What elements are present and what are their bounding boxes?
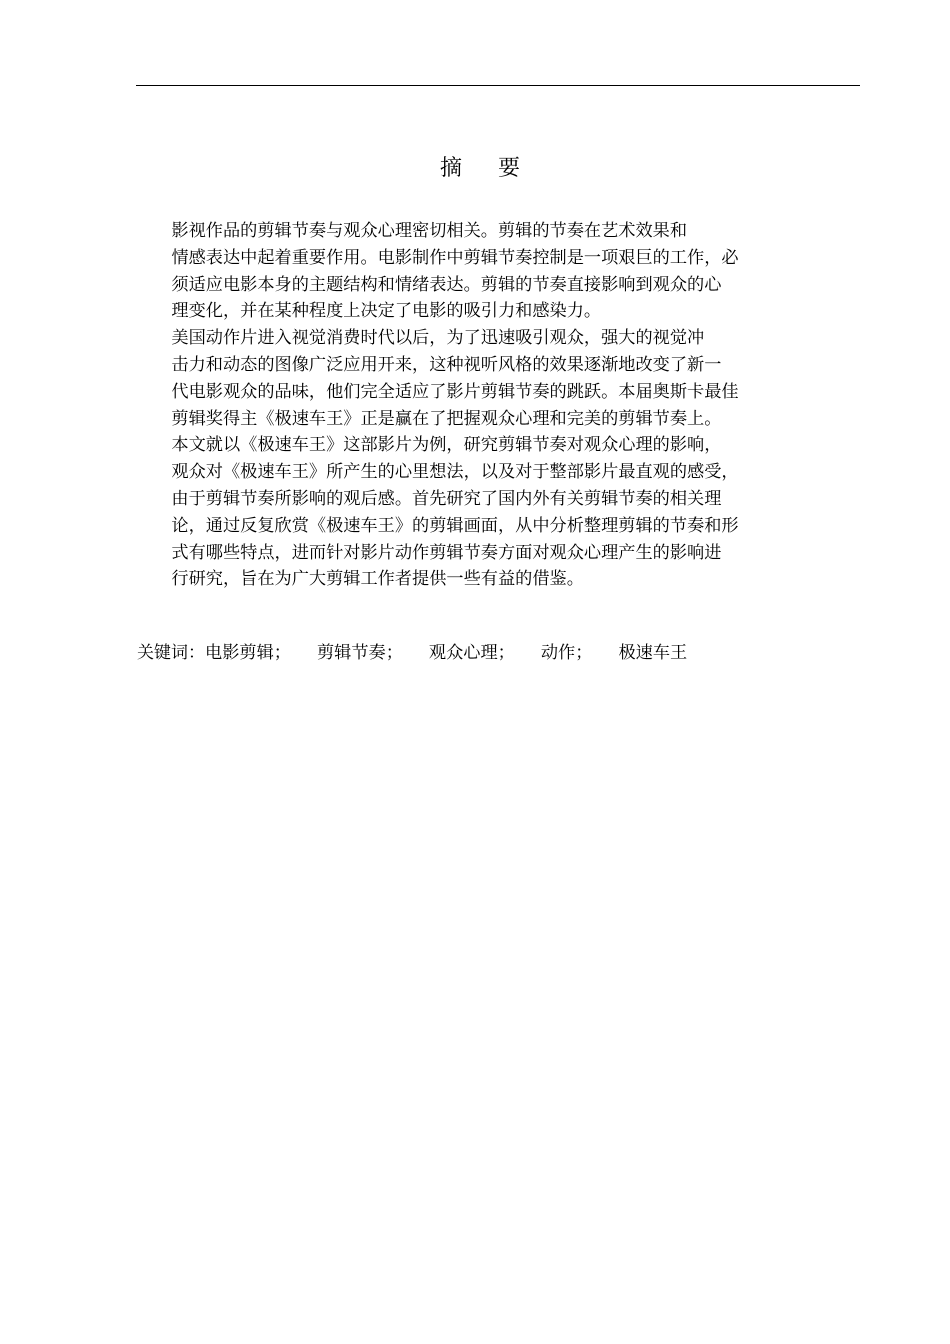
keyword: 电影剪辑； bbox=[205, 643, 291, 663]
abstract-title: 摘要 bbox=[439, 156, 556, 181]
keyword: 剪辑节奏； bbox=[316, 643, 403, 663]
text-line: 由于剪辑节奏所影响的观后感。首先研究了国内外有关剪辑节奏的相关理 bbox=[171, 488, 722, 509]
text-line: 须适应电影本身的主题结构和情绪表达。剪辑的节奏直接影响到观众的心 bbox=[171, 274, 722, 295]
text-line: 本文就以《极速车王》这部影片为例，研究剪辑节奏对观众心理的影响， bbox=[171, 435, 722, 456]
abstract-body bbox=[137, 218, 859, 593]
keyword: 观众心理； bbox=[428, 643, 515, 663]
keyword: 动作； bbox=[540, 643, 593, 663]
abstract-paragraph-3 bbox=[137, 432, 859, 593]
text-line: 理变化，并在某种程度上决定了电影的吸引力和感染力。 bbox=[171, 301, 602, 322]
keywords-line bbox=[137, 640, 859, 666]
keyword: 极速车王 bbox=[618, 643, 688, 663]
text-line: 情感表达中起着重要作用。电影制作中剪辑节奏控制是一项艰巨的工作，必 bbox=[171, 247, 739, 268]
abstract-paragraph-1 bbox=[137, 218, 859, 325]
text-line: 观众对《极速车王》所产生的心里想法，以及对于整部影片最直观的感受， bbox=[171, 462, 739, 483]
text-line: 式有哪些特点，进而针对影片动作剪辑节奏方面对观众心理产生的影响进 bbox=[171, 542, 722, 563]
header-rule bbox=[136, 85, 860, 86]
abstract-paragraph-2 bbox=[137, 325, 859, 432]
text-line: 美国动作片进入视觉消费时代以后，为了迅速吸引观众，强大的视觉冲 bbox=[171, 328, 705, 349]
text-line: 剪辑奖得主《极速车王》正是赢在了把握观众心理和完美的剪辑节奏上。 bbox=[171, 408, 722, 429]
text-line: 论，通过反复欣赏《极速车王》的剪辑画面，从中分析整理剪辑的节奏和形 bbox=[171, 515, 739, 536]
text-line: 行研究，旨在为广大剪辑工作者提供一些有益的借鉴。 bbox=[171, 569, 584, 590]
text-line: 代电影观众的品味，他们完全适应了影片剪辑节奏的跳跃。本届奥斯卡最佳 bbox=[171, 381, 739, 402]
text-line: 击力和动态的图像广泛应用开来，这种视听风格的效果逐渐地改变了新一 bbox=[171, 354, 722, 375]
keywords-label: 关键词： bbox=[137, 643, 205, 663]
text-line: 影视作品的剪辑节奏与观众心理密切相关。剪辑的节奏在艺术效果和 bbox=[171, 221, 688, 241]
